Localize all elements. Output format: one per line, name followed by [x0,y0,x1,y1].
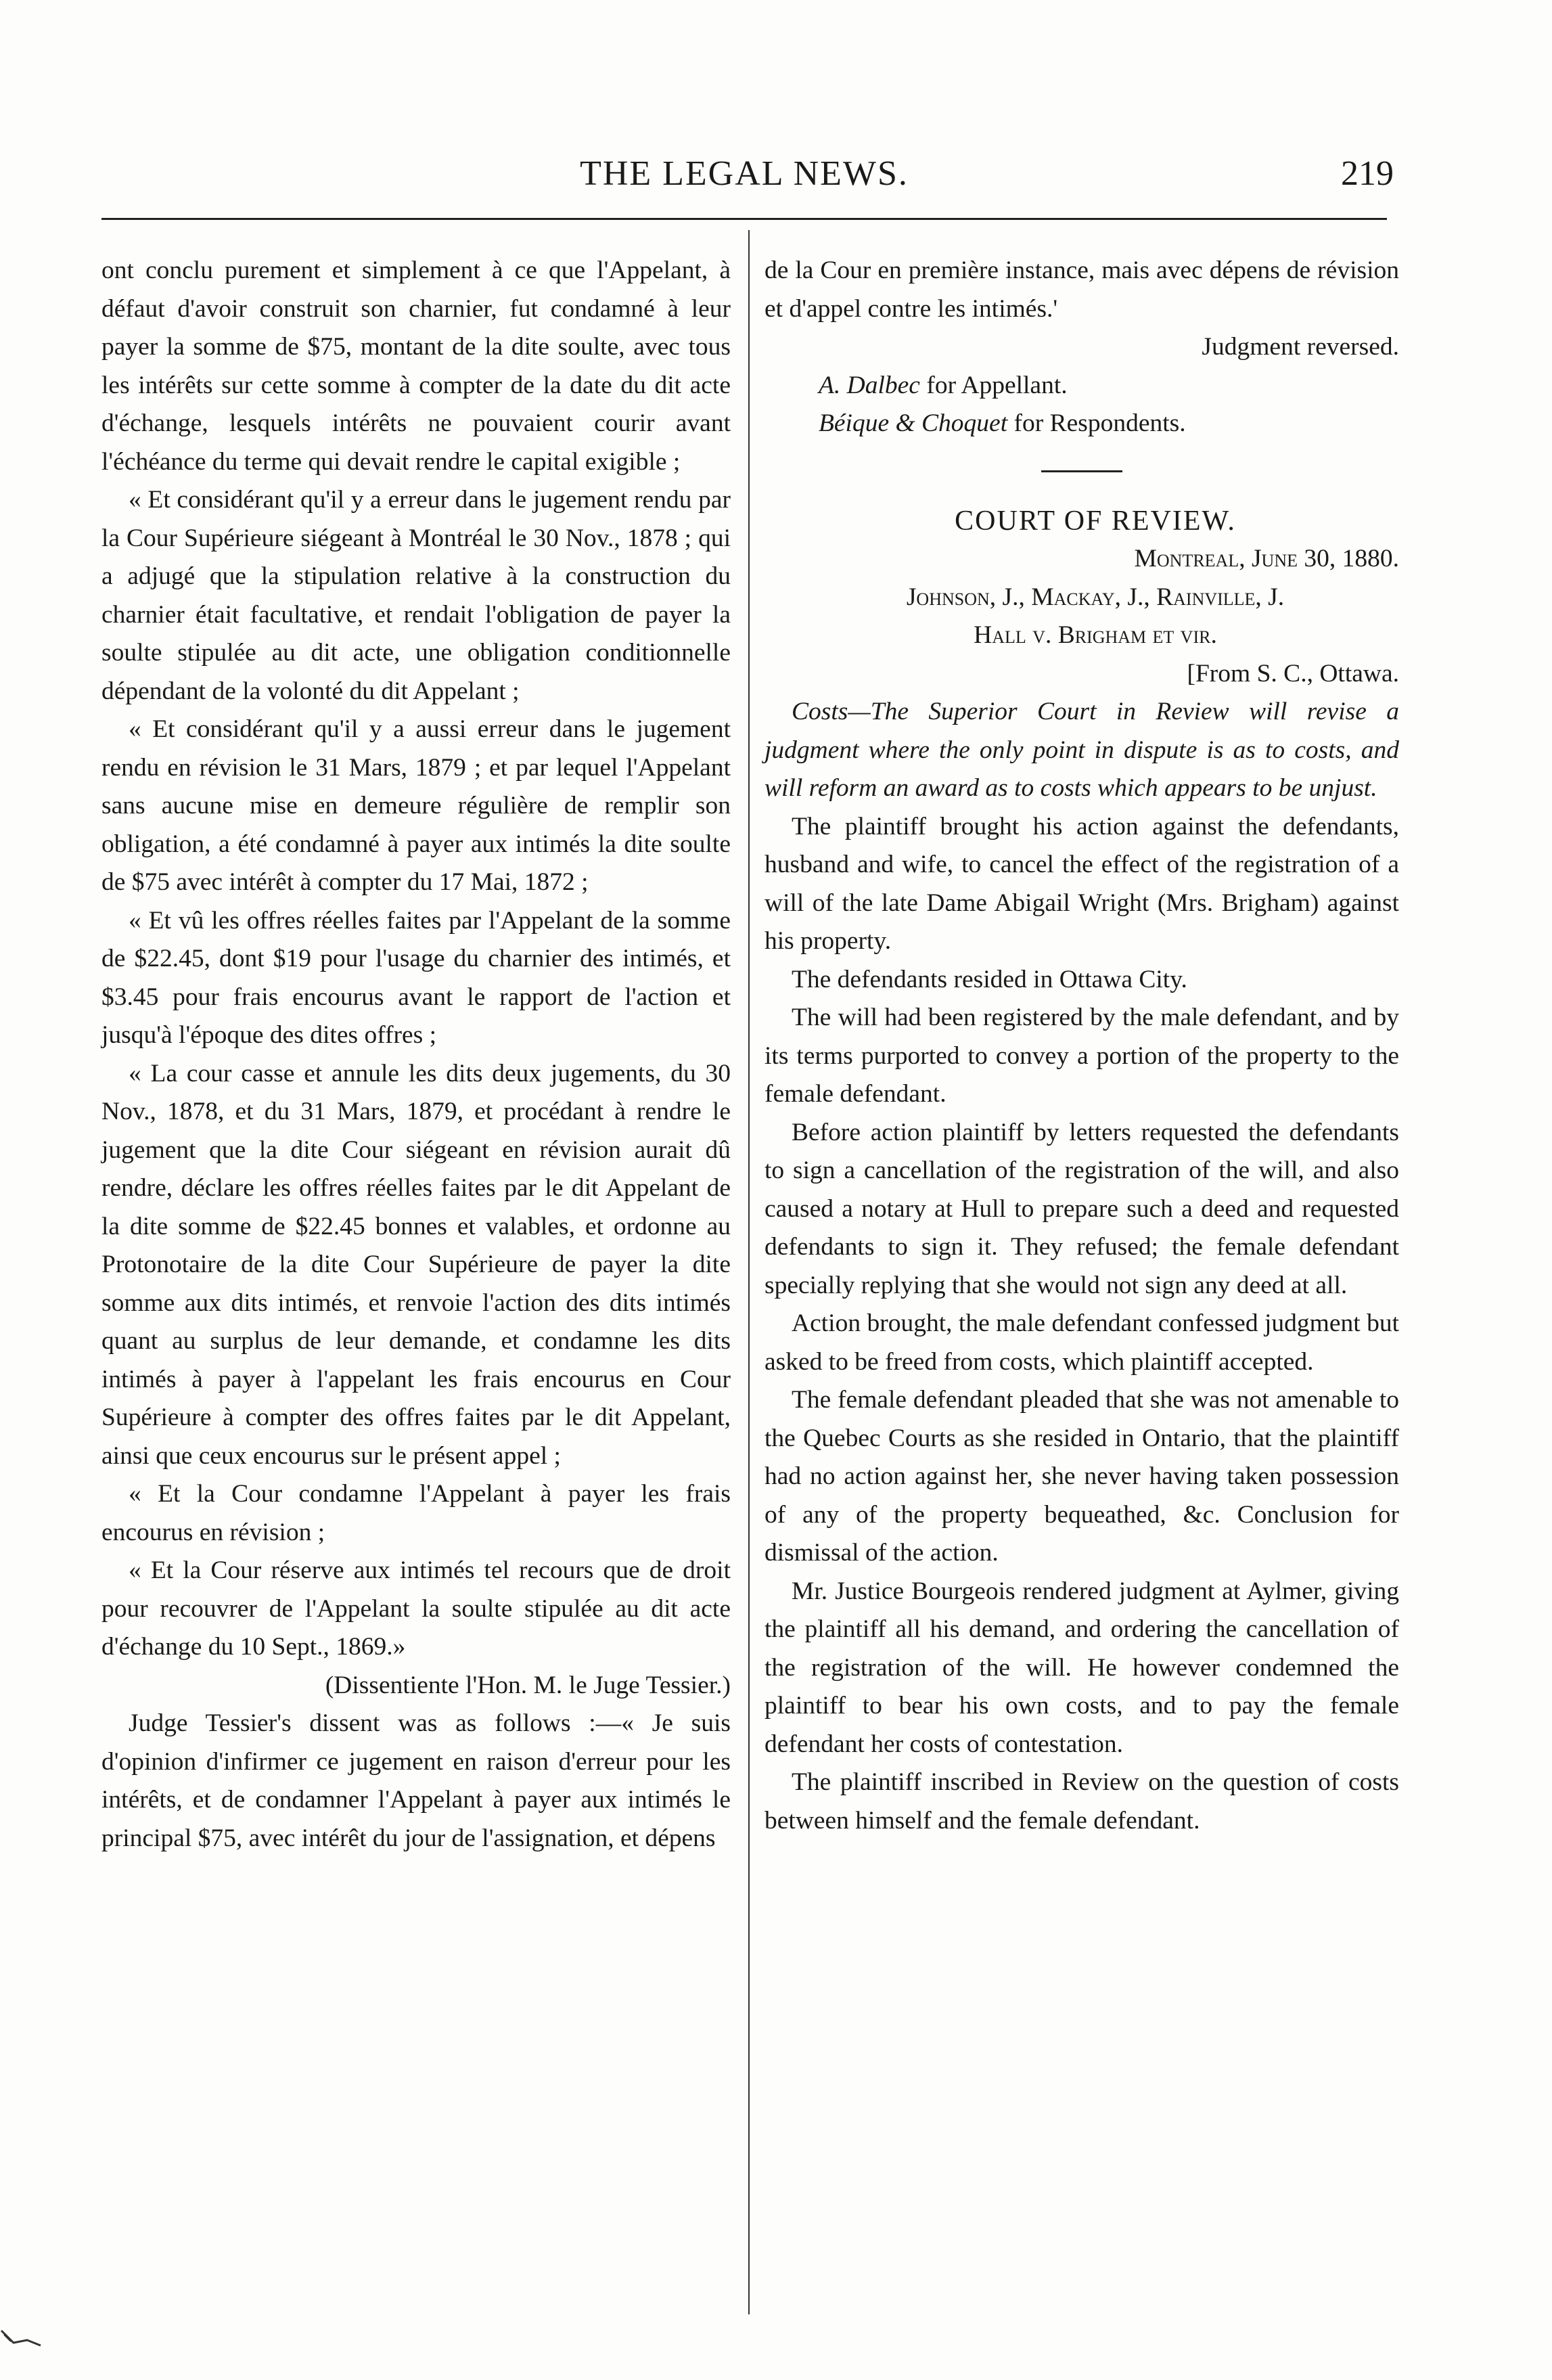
paragraph: The female defendant pleaded that she was not amenable to the Quebec Courts as she resided in Ontario, that the plaintiff had no action against her, she never having taken possession of any of the property bequeathed, &c. Conclusion for dismissal of the action. [764,1386,1399,1567]
paragraph: The plaintiff inscribed in Review on the question of costs between himself and the female defendant. [764,1768,1399,1835]
continuation-paragraph: de la Cour en première instance, mais avec dépens de révision et d'appel contre les intimés.' [764,256,1399,323]
source-note: [From S. C., Ottawa. [1187,659,1399,688]
printer-mark-icon [0,2328,47,2348]
paragraph: « Et la Cour condamne l'Appelant à payer les frais encourus en révision ; [101,1480,731,1546]
paragraph: The defendants resided in Ottawa City. [792,965,1187,993]
paragraph: « La cour casse et annule les dits deux jugements, du 30 Nov., 1878, et du 31 Mars, 1879, et procédant à rendre le jugement que la dite Cour siégeant en révision aurait dû rendre, déclare les offres réelles faites par le dit Appelant de la dite somme de $22.45 bonnes et valables, et ordonne au Protonotaire de la dite Cour Supérieure de payer la dite somme aux dits intimés, et renvoie l'action des dits intimés quant au surplus de leur demande, et condamne les dits intimés à payer à l'appelant les frais encourus en Cour Supérieure à compter des offres faites par le dit Appelant, ainsi que ceux encourus sur le présent appel ; [101,1059,731,1470]
headnote-text: The Superior Court in Review will revise a judgment where the only point in dispute is as to costs, and will reform an award as to costs which appears to be unjust. [764,698,1399,802]
place-date: Montreal, June 30, 1880. [1134,545,1399,572]
counsel-role: for Appellant. [926,371,1068,399]
paragraph: « Et considérant qu'il y a aussi erreur dans le jugement rendu en révision le 31 Mars, 1879 ; et par lequel l'Appelant sans aucune mise en demeure régulière de remplir son obligation, a été condamné à payer aux intimés la dite soulte de $75 avec intérêt à compter du 17 Mai, 1872 ; [101,715,731,896]
section-rule [1041,470,1122,472]
running-title: THE LEGAL NEWS. [580,154,909,193]
headnote [764,693,1399,808]
judges: Johnson, J., Mackay, J., Rainville, J. [906,583,1285,611]
paragraph: The will had been registered by the male defendant, and by its terms purported to convey a portion of the property to the female defendant. [764,1004,1399,1108]
counsel-respondents [764,405,1399,443]
case-name: Hall v. Brigham et vir. [974,621,1217,649]
paragraph: « Et considérant qu'il y a erreur dans le jugement rendu par la Cour Supérieure siégeant à Montréal le 30 Nov., 1878 ; qui a adjugé que la stipulation relative à la construction du charnier était facultative, et rendait l'obligation de payer la soulte stipulée au dit acte, une obligation conditionnelle dépendant de la volonté du dit Appelant ; [101,486,731,705]
headnote-label: Costs— [792,698,871,725]
column-divider [748,230,750,2314]
paragraph: Mr. Justice Bourgeois rendered judgment at Aylmer, giving the plaintiff all his demand, and ordering the cancellation of the registration of the will. He however condemned the plaintiff to bear his own costs, and to pay the female defendant her costs of contestation. [764,1577,1399,1758]
section-heading: COURT OF REVIEW. [955,505,1236,537]
paragraph: The plaintiff brought his action against the defendants, husband and wife, to cancel the effect of the registration of a will of the late Dame Abigail Wright (Mrs. Brigham) against his property. [764,812,1399,955]
counsel-name: A. Dalbec [819,371,920,399]
right-column [764,252,1399,1840]
running-head [95,150,1394,204]
dissent-note: (Dissentiente l'Hon. M. le Juge Tessier.) [325,1671,731,1699]
dissent-paragraph: Judge Tessier's dissent was as follows :—« Je suis d'opinion d'infirmer ce jugement en raison d'erreur pour les intérêts, et de condamner l'Appelant à payer aux intimés le principal $75, avec intérêt du jour de l'assignation, et dépens [101,1709,731,1852]
paragraph: Before action plaintiff by letters requested the defendants to sign a cancellation of the registration of the will, and also caused a notary at Hull to prepare such a deed and requested defendants to sign it. They refused; the female defendant specially replying that she would not sign any deed at all. [764,1118,1399,1299]
left-column [101,252,731,1858]
paragraph: « Et la Cour réserve aux intimés tel recours que de droit pour recouvrer de l'Appelant la soulte stipulée au dit acte d'échange du 10 Sept., 1869.» [101,1556,731,1661]
header-rule [101,218,1387,220]
counsel-appellant [764,367,1399,405]
counsel-name: Béique & Choquet [819,409,1008,437]
page-number: 219 [1341,154,1394,193]
paragraph: ont conclu purement et simplement à ce que l'Appelant, à défaut d'avoir construit son charnier, fut condamné à leur payer la somme de $75, montant de la dite soulte, avec tous les intérêts sur cette somme à compter de la date du dit acte d'échange, lesquels intérêts ne pouvaient courir avant l'échéance du terme qui devait rendre le capital exigible ; [101,256,731,476]
outcome: Judgment reversed. [1202,333,1399,361]
paragraph: « Et vû les offres réelles faites par l'Appelant de la somme de $22.45, dont $19 pour l'usage du charnier des intimés, et $3.45 pour frais encourus avant le rapport de l'action et jusqu'à l'époque des dites offres ; [101,906,731,1049]
counsel-role: for Respondents. [1013,409,1186,437]
paragraph: Action brought, the male defendant confessed judgment but asked to be freed from costs, which plaintiff accepted. [764,1309,1399,1376]
